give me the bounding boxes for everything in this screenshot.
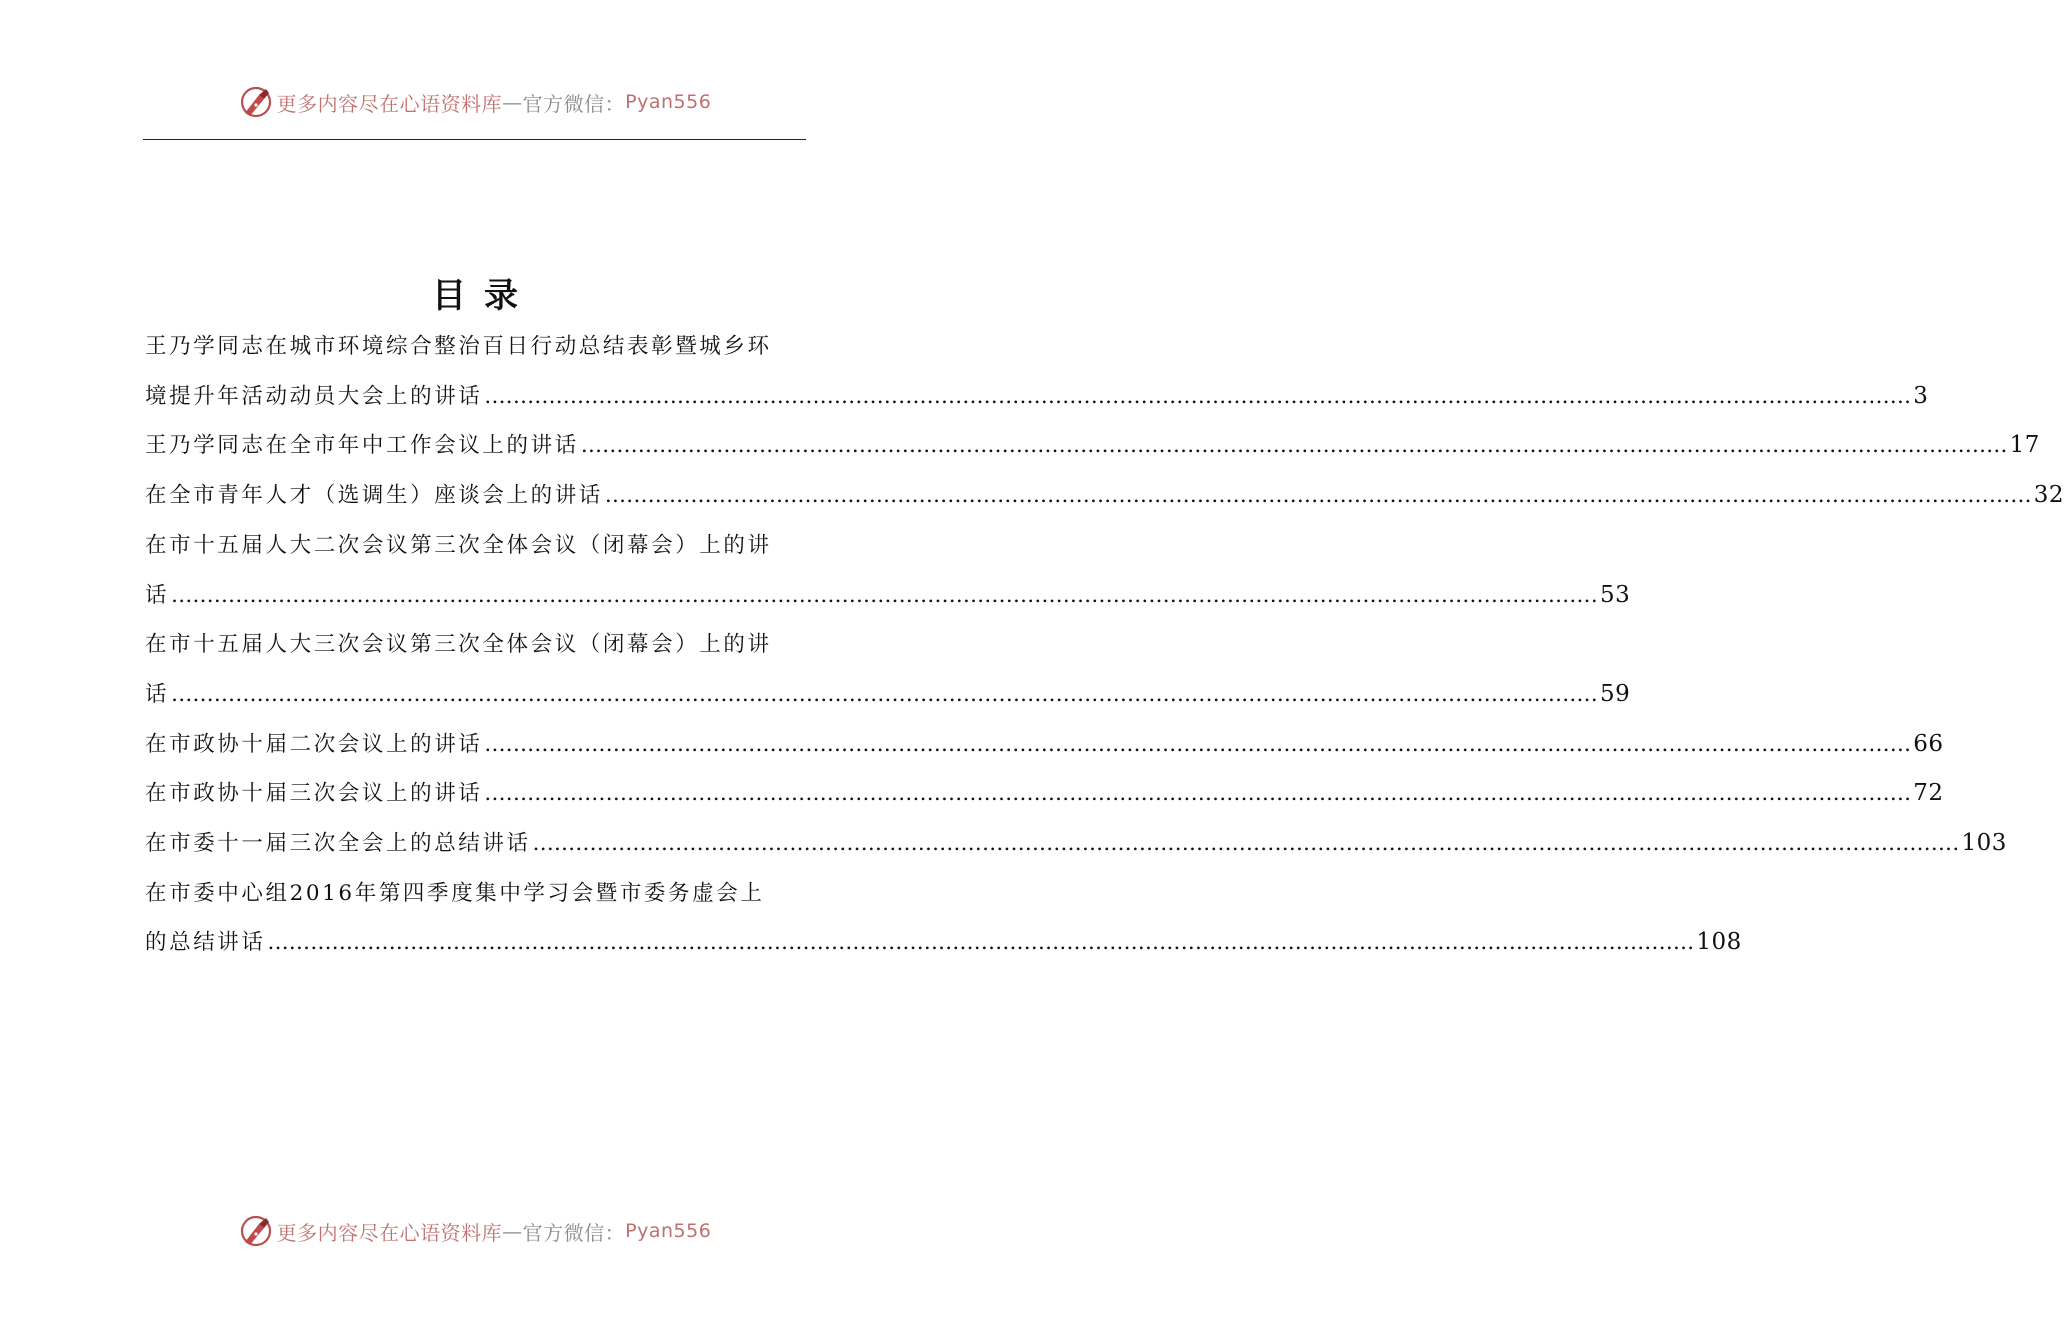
toc-page-number: 17 [2009,432,2040,459]
dot-leader: ........................................................................................................................................................................................................ [532,831,1960,857]
toc-entry-last-line [145,421,2040,471]
toc-entry[interactable] [145,769,1944,819]
wechat-id: Pyan556 [625,91,712,113]
toc-entry[interactable] [145,322,1929,421]
toc-entry-title: 在市委十一届三次全会上的总结讲话 [145,831,531,857]
toc-entry-title-line: 在市委中心组2016年第四季度集中学习会暨市委务虚会上 [145,880,765,906]
toc-entry-title-line: 在市十五届人大三次会议第三次全体会议（闭幕会）上的讲 [145,632,772,658]
toc-entry-title: 的总结讲话 [145,930,266,956]
dot-leader: ........................................................................................................................................................................................................ [484,781,1912,807]
toc-page-number: 108 [1696,929,1742,956]
toc-entry-last-line [145,372,1929,422]
dot-leader: ........................................................................................................................................................................................................ [267,930,1695,956]
toc-entry-title: 境提升年活动动员大会上的讲话 [145,383,483,409]
toc-page-number: 59 [1599,680,1631,707]
toc-entry-last-line [145,918,1742,968]
dot-leader: ........................................................................................................................................................................................................ [484,731,1912,757]
toc-page-number: 72 [1913,780,1944,807]
toc-entry-title: 在市政协十届二次会议上的讲话 [145,731,483,757]
toc-page-number: 32 [2033,482,2064,509]
brand-text: 更多内容尽在心语资料库 [276,1220,503,1245]
footer-banner [0,1211,950,1251]
official-wechat-label: 官方微信： [522,91,626,116]
dot-leader: ........................................................................................................................................................................................................ [484,383,1912,409]
dot-leader: ........................................................................................................................................................................................................ [604,483,2032,509]
toc-entry-title: 在市政协十届三次会议上的讲话 [145,781,483,807]
toc-page-number: 103 [1961,830,2007,857]
toc-entry-title-line: 在市十五届人大二次会议第三次全体会议（闭幕会）上的讲 [145,532,772,558]
toc-entry-last-line [145,769,1944,819]
toc-entry-last-line [145,670,1631,720]
dot-leader: ........................................................................................................................................................................................................ [171,582,1598,608]
toc-entry-title: 王乃学同志在全市年中工作会议上的讲话 [145,433,579,459]
toc-page-number: 53 [1599,581,1631,608]
toc-entry-last-line [145,571,1631,621]
toc-entry-last-line [145,819,2007,869]
official-wechat-label: 官方微信： [522,1220,626,1245]
toc-page-number: 3 [1913,382,1929,409]
toc-entry-title: 在全市青年人才（选调生）座谈会上的讲话 [145,483,603,509]
toc-entry-last-line [145,720,1944,770]
toc-entry-title: 话 [145,681,170,707]
toc-entry[interactable] [145,720,1944,770]
header-divider [143,139,806,140]
toc-entry[interactable] [145,421,2040,471]
toc-entry-last-line [145,471,2064,521]
table-of-contents [145,322,2064,968]
pen-nib-logo-icon [239,1214,273,1248]
toc-entry-title-line: 王乃学同志在城市环境综合整治百日行动总结表彰暨城乡环 [145,334,772,359]
separator-dash: — [502,1219,523,1243]
toc-entry[interactable] [145,471,2064,521]
toc-entry-title: 话 [145,582,170,608]
dot-leader: ........................................................................................................................................................................................................ [171,681,1598,707]
toc-entry[interactable] [145,819,2007,869]
brand-text: 更多内容尽在心语资料库 [276,91,503,116]
toc-entry[interactable] [145,521,1631,620]
pen-nib-logo-icon [239,85,273,119]
header-banner [0,82,950,122]
toc-entry[interactable] [145,620,1631,719]
toc-entry[interactable] [145,869,1742,968]
separator-dash: — [502,90,523,114]
toc-page-number: 66 [1913,730,1944,757]
toc-title: 目录 [432,276,536,316]
dot-leader: ........................................................................................................................................................................................................ [580,433,2008,459]
wechat-id: Pyan556 [625,1220,712,1242]
